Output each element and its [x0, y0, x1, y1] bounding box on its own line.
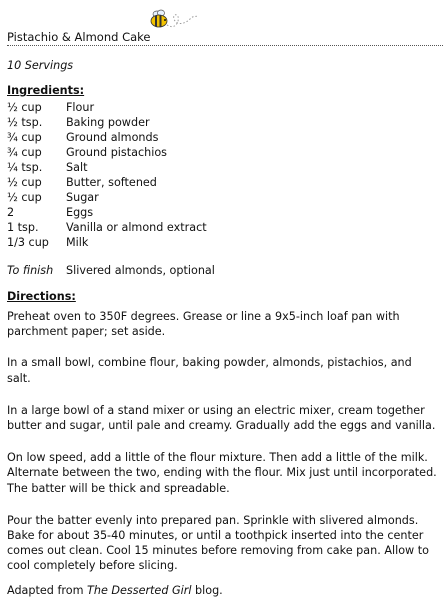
ingredient-qty: ½ tsp.	[7, 116, 43, 129]
direction-step: Pour the batter evenly into prepared pan. Sprinkle with slivered almonds. Bake for about 35-40 minutes, or until a toothpick inserted into the center comes out clean. Cool 15 minutes before removing from cake pan. Allow to cool completely before slicing.	[7, 513, 429, 573]
ingredient-row	[7, 130, 387, 145]
ingredient-qty: ½ cup	[7, 191, 42, 204]
ingredient-item: Ground almonds	[66, 131, 159, 144]
recipe-card	[7, 0, 443, 597]
source-prefix: Adapted from	[7, 583, 88, 597]
direction-step: On low speed, add a little of the flour mixture. Then add a little of the milk. Alternate between the two, ending with the flour. Mix just until incorporated. The batter will be thick and spreadable.	[7, 451, 437, 495]
ingredient-item: Ground pistachios	[66, 146, 168, 159]
recipe-title: Pistachio & Almond Cake	[7, 30, 151, 44]
bee-icon	[150, 7, 200, 31]
ingredient-row	[7, 220, 387, 235]
ingredient-row	[7, 205, 387, 220]
ingredient-qty: ¾ cup	[7, 131, 42, 144]
ingredient-qty: ¾ cup	[7, 146, 42, 159]
finish-row	[7, 264, 215, 277]
servings-label: 10 Servings	[7, 59, 74, 72]
ingredient-qty: ½ cup	[7, 176, 42, 189]
finish-label: To finish	[7, 264, 54, 277]
ingredient-item: Baking powder	[66, 116, 150, 129]
ingredient-qty: 2	[7, 206, 15, 219]
ingredient-qty: ¼ tsp.	[7, 161, 43, 174]
direction-step: Preheat oven to 350F degrees. Grease or line a 9x5-inch loaf pan with parchment paper; set aside.	[7, 310, 400, 339]
directions-heading: Directions:	[7, 290, 76, 303]
ingredient-row	[7, 160, 387, 175]
ingredient-row	[7, 145, 387, 160]
direction-step: In a small bowl, combine flour, baking powder, almonds, pistachios, and salt.	[7, 356, 412, 385]
ingredients-heading: Ingredients:	[7, 84, 85, 97]
ingredient-item: Sugar	[66, 191, 99, 204]
source-name: The Desserted Girl	[87, 583, 192, 597]
ingredient-row	[7, 175, 387, 190]
ingredient-item: Vanilla or almond extract	[66, 221, 207, 234]
ingredient-qty: 1 tsp.	[7, 221, 39, 234]
ingredient-qty: ½ cup	[7, 101, 42, 114]
recipe-header	[7, 0, 443, 45]
title-divider	[7, 45, 443, 46]
ingredient-qty: 1/3 cup	[7, 236, 49, 249]
finish-item: Slivered almonds, optional	[66, 264, 215, 277]
source-suffix: blog.	[191, 583, 223, 597]
direction-step: In a large bowl of a stand mixer or using an electric mixer, cream together butter and sugar, until pale and creamy. Gradually add the eggs and vanilla.	[7, 403, 436, 433]
ingredient-item: Flour	[66, 101, 95, 114]
ingredient-row	[7, 190, 387, 205]
ingredient-item: Milk	[66, 236, 89, 249]
directions-list	[7, 309, 439, 598]
ingredient-row	[7, 100, 387, 115]
source-credit	[7, 583, 439, 598]
ingredient-row	[7, 235, 387, 250]
ingredient-item: Salt	[66, 161, 88, 174]
ingredients-list	[7, 100, 387, 250]
ingredient-item: Eggs	[66, 206, 94, 219]
ingredient-item: Butter, softened	[66, 176, 157, 189]
ingredient-row	[7, 115, 387, 130]
